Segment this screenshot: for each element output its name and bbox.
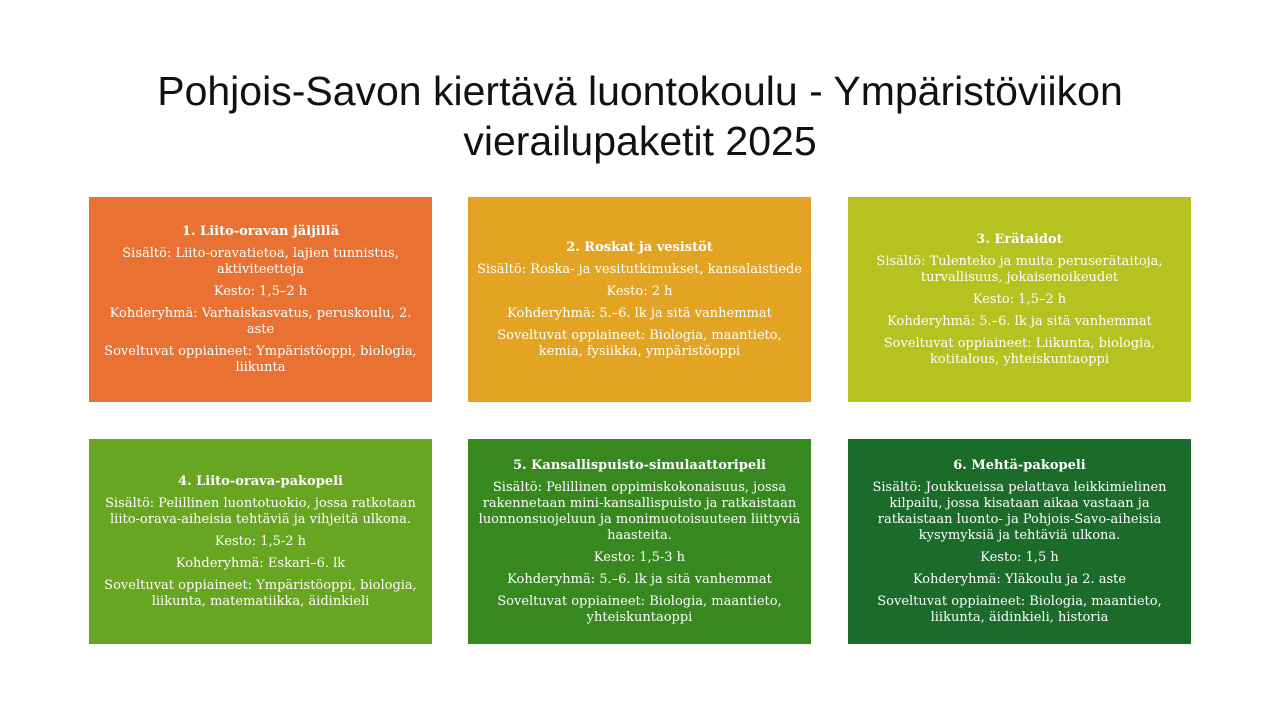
card-heading: 6. Mehtä-pakopeli (953, 457, 1086, 473)
package-card-5 (468, 439, 811, 644)
card-duration: Kesto: 1,5 h (980, 549, 1059, 565)
card-subjects: Soveltuvat oppiaineet: Biologia, maantieto, yhteiskuntaoppi (497, 593, 782, 625)
card-target-group: Kohderyhmä: 5.–6. lk ja sitä vanhemmat (887, 313, 1152, 329)
package-card-2 (468, 197, 811, 402)
card-target-group: Kohderyhmä: Eskari–6. lk (175, 555, 346, 571)
card-target-group: Kohderyhmä: Yläkoulu ja 2. aste (912, 571, 1127, 587)
card-heading: 2. Roskat ja vesistöt (566, 239, 713, 255)
package-card-6 (848, 439, 1191, 644)
slide-title-line-1: Pohjois-Savon kiertävä luontokoulu - Ympäristöviikon (157, 68, 1123, 114)
card-subjects: Soveltuvat oppiaineet: Biologia, maantieto, liikunta, äidinkieli, historia (877, 593, 1162, 625)
package-card-3 (848, 197, 1191, 402)
card-target-group: Kohderyhmä: 5.–6. lk ja sitä vanhemmat (507, 571, 772, 587)
card-content: Sisältö: Liito-oravatietoa, lajien tunnistus, aktiviteetteja (122, 245, 399, 277)
card-duration: Kesto: 1,5-2 h (214, 533, 307, 549)
slide-title (80, 66, 1200, 166)
card-duration: Kesto: 1,5–2 h (213, 283, 308, 299)
card-duration: Kesto: 1,5-3 h (593, 549, 686, 565)
card-heading: 5. Kansallispuisto-simulaattoripeli (513, 457, 766, 473)
package-card-1 (89, 197, 432, 402)
slide-title-line-2: vierailupaketit 2025 (463, 118, 817, 164)
card-content: Sisältö: Roska- ja vesitutkimukset, kansalaistiede (477, 261, 802, 277)
card-content: Sisältö: Pelillinen oppimiskokonaisuus, jossa rakennetaan mini-kansallispuisto ja ratkaistaan luonnonsuojeluun ja monimuotoisuuteen liittyviä haasteita. (478, 479, 801, 543)
package-card-4 (89, 439, 432, 644)
card-heading: 1. Liito-oravan jäljillä (181, 223, 340, 239)
card-subjects: Soveltuvat oppiaineet: Liikunta, biologia, kotitalous, yhteiskuntaoppi (883, 335, 1156, 367)
card-content: Sisältö: Joukkueissa pelattava leikkimielinen kilpailu, jossa kisataan aikaa vastaan ja ratkaistaan luonto- ja Pohjois-Savo-aiheisia kysymyksiä ja tehtäviä ulkona. (872, 479, 1167, 543)
card-duration: Kesto: 1,5–2 h (972, 291, 1067, 307)
card-target-group: Kohderyhmä: Varhaiskasvatus, peruskoulu, 2. aste (109, 305, 412, 337)
card-heading: 3. Erätaidot (976, 231, 1063, 247)
card-content: Sisältö: Tulenteko ja muita peruserätaitoja, turvallisuus, jokaisenoikeudet (876, 253, 1163, 285)
card-subjects: Soveltuvat oppiaineet: Ympäristöoppi, biologia, liikunta (104, 343, 417, 375)
card-content: Sisältö: Pelillinen luontotuokio, jossa ratkotaan liito-orava-aiheisia tehtäviä ja vihjeitä ulkona. (105, 495, 416, 527)
card-duration: Kesto: 2 h (606, 283, 673, 299)
card-target-group: Kohderyhmä: 5.–6. lk ja sitä vanhemmat (507, 305, 772, 321)
card-subjects: Soveltuvat oppiaineet: Ympäristöoppi, biologia, liikunta, matematiikka, äidinkieli (104, 577, 417, 609)
card-heading: 4. Liito-orava-pakopeli (178, 473, 343, 489)
card-subjects: Soveltuvat oppiaineet: Biologia, maantieto, kemia, fysiikka, ympäristöoppi (497, 327, 782, 359)
